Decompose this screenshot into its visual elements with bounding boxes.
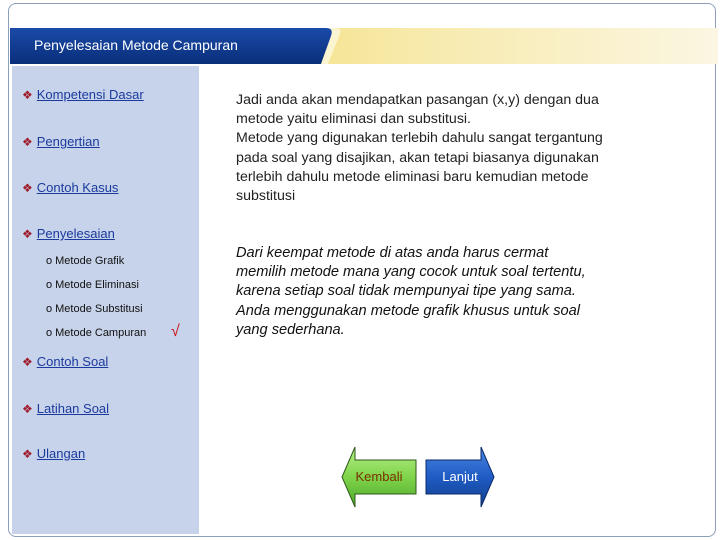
sidebar-item-label: Pengertian — [36, 134, 100, 149]
circle-bullet-icon: o — [46, 327, 53, 339]
sidebar-subitem-metode-campuran[interactable] — [46, 327, 146, 339]
sidebar-item-contoh-kasus[interactable] — [22, 180, 118, 195]
diamond-bullet-icon: ❖ — [22, 447, 33, 461]
sidebar-item-contoh-soal[interactable] — [22, 354, 108, 369]
text-line: yang sederhana. — [236, 321, 345, 338]
sidebar-item-pengertian[interactable] — [22, 134, 100, 149]
sidebar-item-penyelesaian[interactable] — [22, 226, 115, 241]
sidebar-item-label: Contoh Soal — [36, 354, 109, 369]
advice-paragraph — [236, 244, 666, 340]
page-title: Penyelesaian Metode Campuran — [34, 37, 238, 53]
back-button[interactable] — [341, 446, 417, 508]
sidebar-item-label: Penyelesaian — [36, 226, 115, 241]
diamond-bullet-icon: ❖ — [22, 181, 33, 195]
circle-bullet-icon: o — [46, 303, 53, 315]
text-line: Anda menggunakan metode grafik khusus untuk soal — [236, 302, 580, 319]
text-line: karena setiap soal tidak mempunyai tipe yang sama. — [236, 283, 576, 300]
sidebar-subitem-label: Metode Eliminasi — [55, 279, 139, 291]
checkmark-icon: √ — [171, 323, 180, 340]
sidebar-subitem-label: Metode Grafik — [55, 255, 125, 267]
text-line: metode yaitu eliminasi dan substitusi. — [236, 111, 472, 128]
diamond-bullet-icon: ❖ — [22, 355, 33, 369]
sidebar-item-kompetensi-dasar[interactable] — [22, 87, 144, 102]
diamond-bullet-icon: ❖ — [22, 402, 33, 416]
text-line: pada soal yang disajikan, akan tetapi biasanya digunakan — [236, 149, 599, 166]
sidebar-subitem-label: Metode Substitusi — [55, 303, 143, 315]
diamond-bullet-icon: ❖ — [22, 135, 33, 149]
circle-bullet-icon: o — [46, 279, 53, 291]
sidebar-subitem-metode-grafik[interactable] — [46, 255, 124, 267]
next-button-label: Lanjut — [442, 469, 478, 484]
sidebar-item-label: Ulangan — [36, 446, 86, 461]
sidebar-subitem-metode-eliminasi[interactable] — [46, 279, 139, 291]
sidebar-item-ulangan[interactable] — [22, 446, 85, 461]
title-bar — [10, 28, 718, 64]
diamond-bullet-icon: ❖ — [22, 227, 33, 241]
text-line: terlebih dahulu metode eliminasi baru kemudian metode — [236, 168, 589, 185]
sidebar-subitem-label: Metode Campuran — [55, 327, 147, 339]
text-line: memilih metode mana yang cocok untuk soal tertentu, — [236, 264, 586, 281]
sidebar-item-latihan-soal[interactable] — [22, 401, 109, 416]
text-line: Jadi anda akan mendapatkan pasangan (x,y) dengan dua — [236, 92, 599, 108]
text-line: Dari keempat metode di atas anda harus cermat — [236, 245, 549, 261]
sidebar-subitem-metode-substitusi[interactable] — [46, 303, 143, 315]
next-button[interactable] — [425, 446, 495, 508]
sidebar-item-label: Contoh Kasus — [36, 180, 119, 195]
sidebar-item-label: Latihan Soal — [36, 401, 110, 416]
sidebar-item-label: Kompetensi Dasar — [36, 87, 144, 102]
text-line: substitusi — [236, 188, 296, 205]
explanation-paragraph — [236, 91, 666, 206]
circle-bullet-icon: o — [46, 255, 53, 267]
text-line: Metode yang digunakan terlebih dahulu sangat tergantung — [236, 130, 603, 147]
back-button-label: Kembali — [355, 469, 403, 484]
diamond-bullet-icon: ❖ — [22, 88, 33, 102]
